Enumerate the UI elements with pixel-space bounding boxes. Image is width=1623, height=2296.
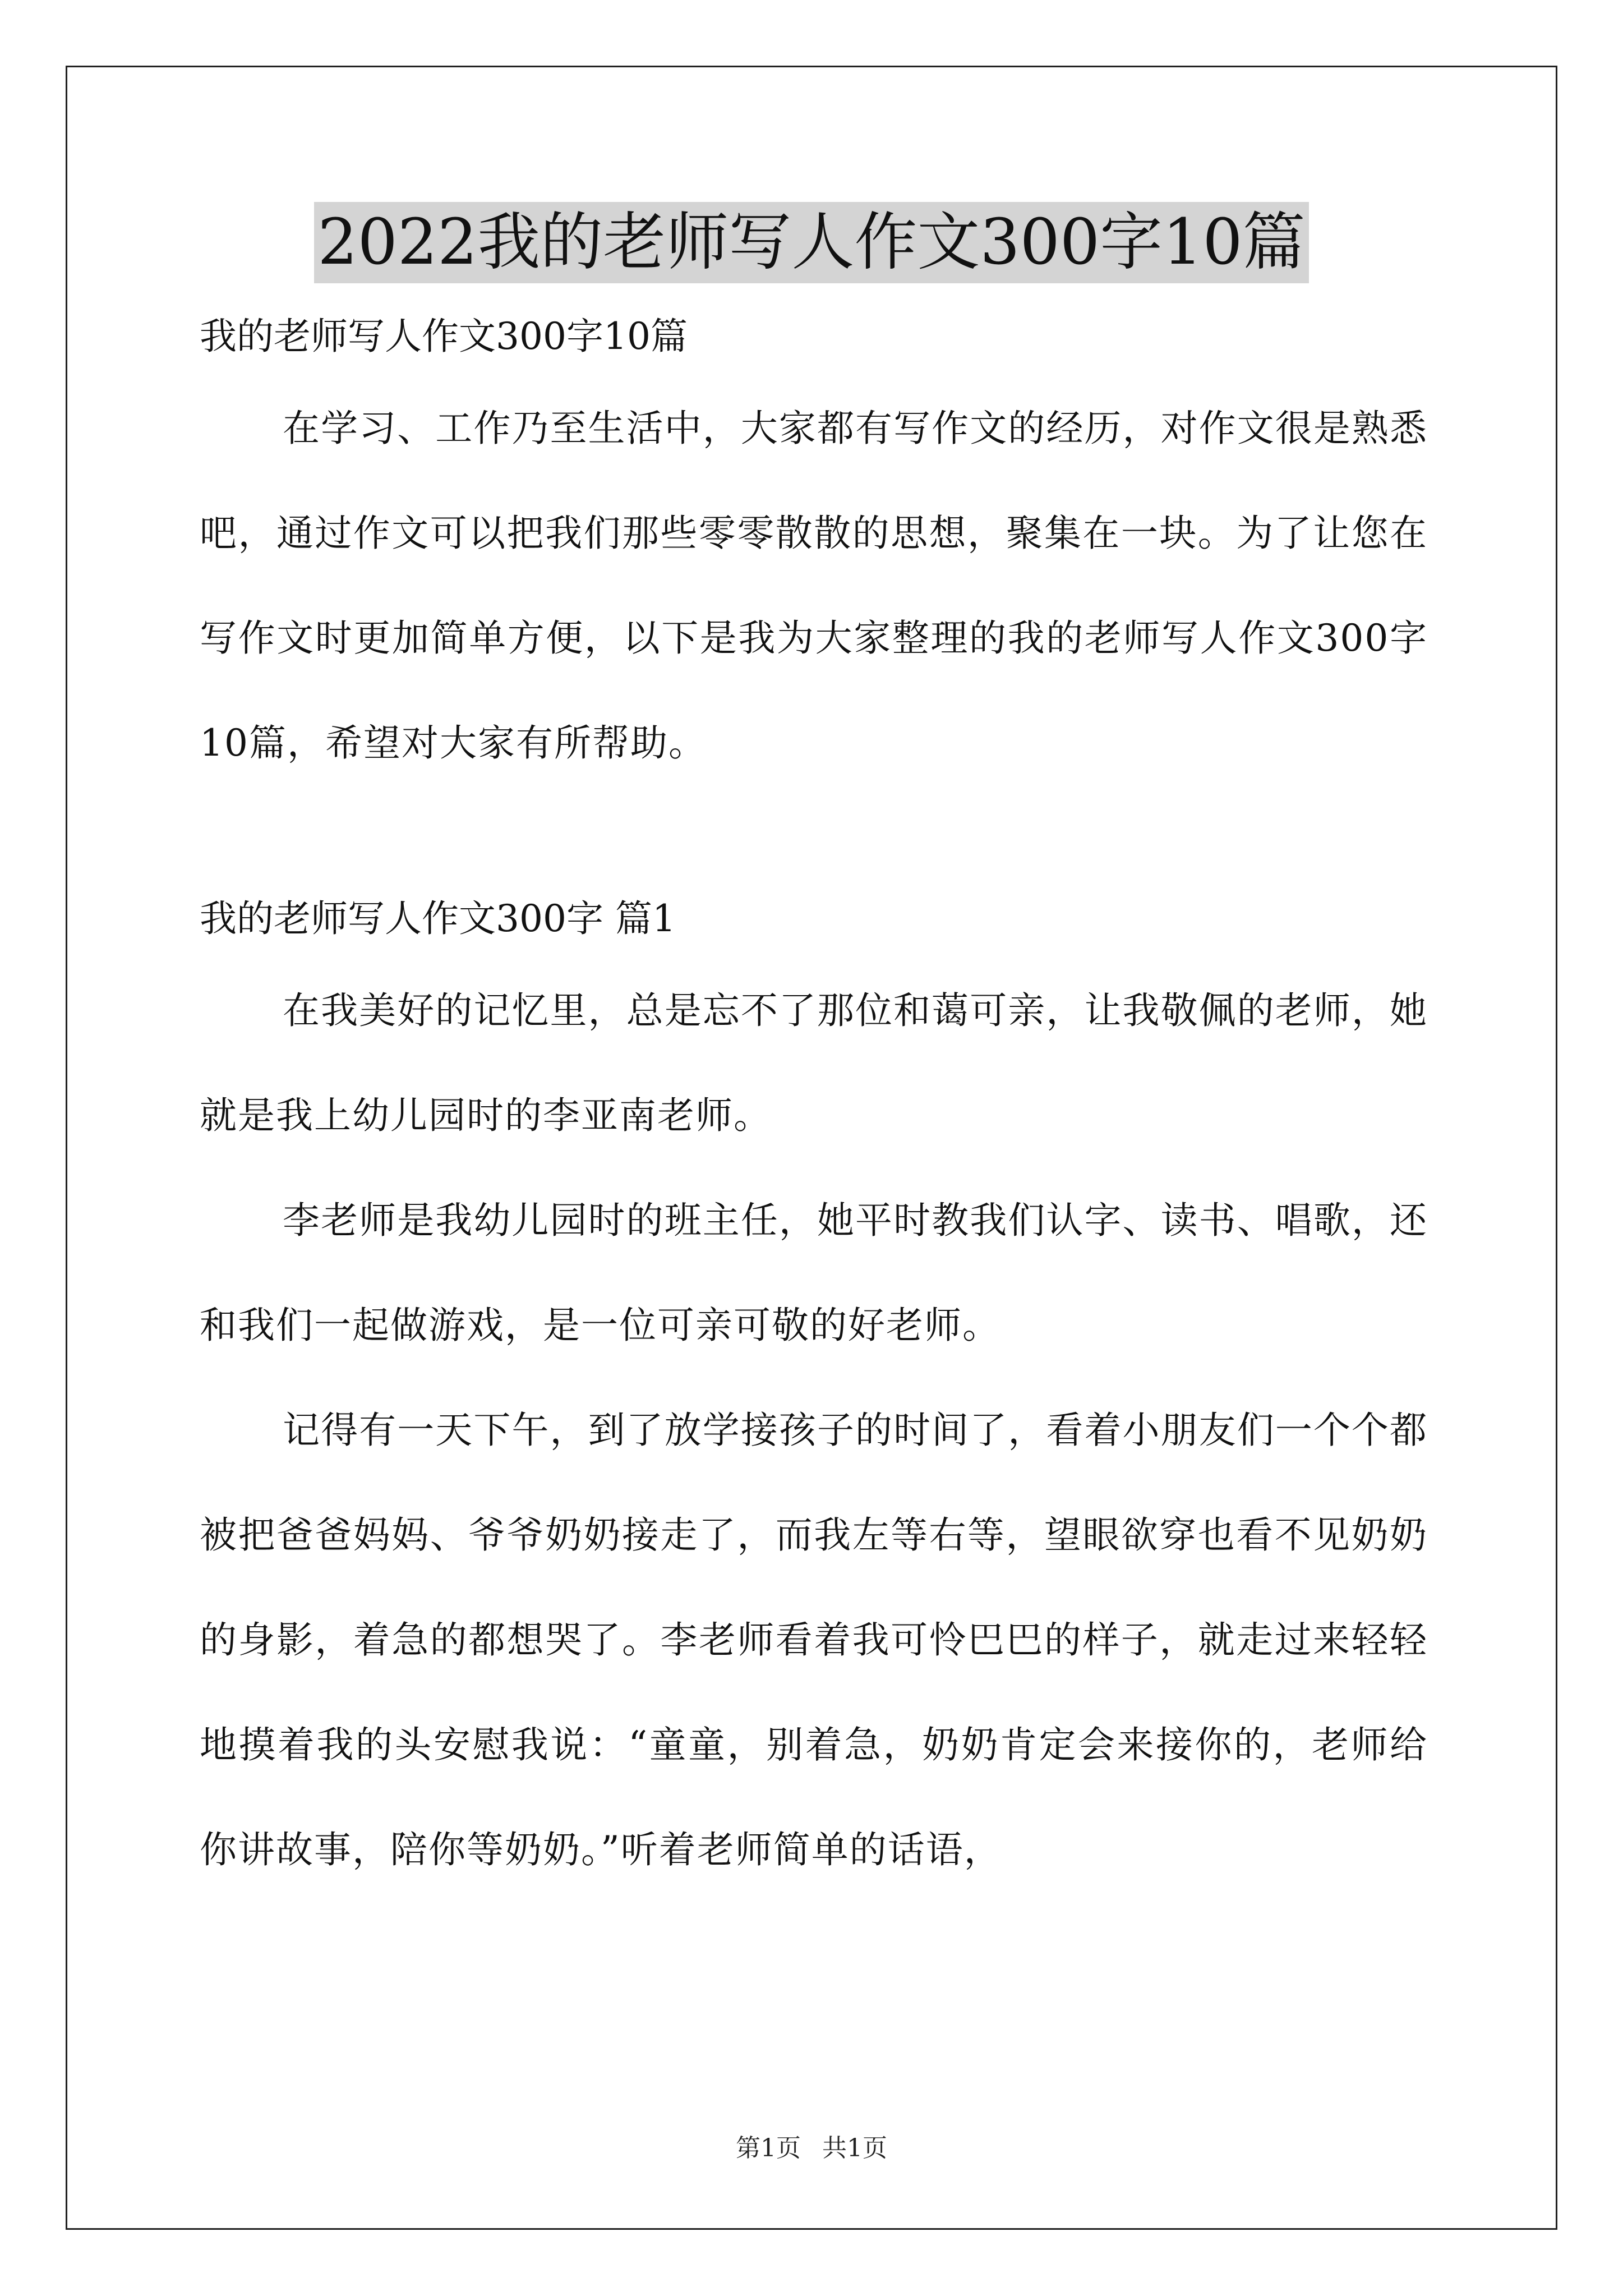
page-total: 共1页 bbox=[822, 2134, 887, 2162]
document-subtitle: 我的老师写人作文300字10篇 bbox=[200, 315, 688, 358]
page-number: 第1页 bbox=[736, 2134, 801, 2162]
section-heading: 我的老师写人作文300字 篇1 bbox=[200, 897, 676, 940]
document-body bbox=[200, 314, 1428, 1902]
body-paragraph: 李老师是我幼儿园时的班主任，她平时教我们认字、读书、唱歌，还和我们一起做游戏，是一位可亲可敬的好老师。 bbox=[200, 1199, 1428, 1347]
document-title: 2022我的老师写人作文300字10篇 bbox=[314, 202, 1308, 283]
page-footer bbox=[0, 2132, 1623, 2165]
body-paragraph: 在我美好的记忆里，总是忘不了那位和蔼可亲，让我敬佩的老师，她就是我上幼儿园时的李亚南老师。 bbox=[200, 989, 1428, 1137]
body-paragraph: 记得有一天下午，到了放学接孩子的时间了，看着小朋友们一个个都被把爸爸妈妈、爷爷奶奶接走了，而我左等右等，望眼欲穿也看不见奶奶的身影，着急的都想哭了。李老师看着我可怜巴巴的样子，就走过来轻轻地摸着我的头安慰我说：“童童，别着急，奶奶肯定会来接你的，老师给你讲故事，陪你等奶奶。”听着老师简单的话语， bbox=[200, 1409, 1428, 1871]
intro-paragraph: 在学习、工作乃至生活中，大家都有写作文的经历，对作文很是熟悉吧，通过作文可以把我们那些零零散散的思想，聚集在一块。为了让您在写作文时更加简单方便，以下是我为大家整理的我的老师写人作文300字10篇，希望对大家有所帮助。 bbox=[200, 407, 1428, 765]
title-container bbox=[0, 202, 1623, 283]
